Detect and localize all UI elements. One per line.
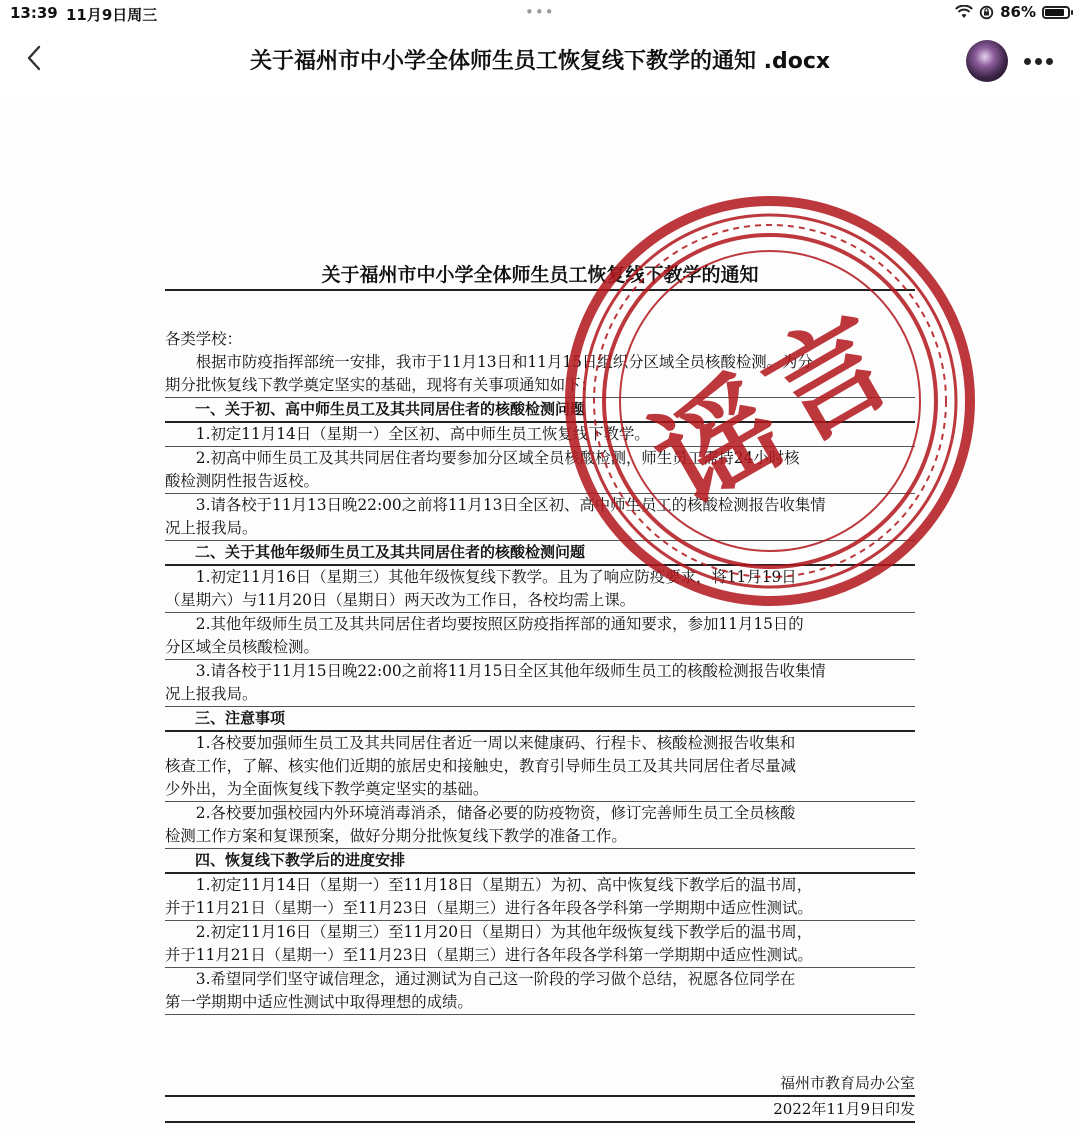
notice-line: 1.各校要加强师生员工及其共同居住者近一周以来健康码、行程卡、核酸检测报告收集和 [165,734,796,752]
notice-line: 1.初定11月14日（星期一）全区初、高中师生员工恢复线下教学。 [165,423,915,447]
notice-line: 根据市防疫指挥部统一安排，我市于11月13日和11月15日组织分区域全员核酸检测。为分 [165,353,813,371]
notice-line: 1.初定11月16日（星期三）其他年级恢复线下教学。且为了响应防疫要求，将11月19日 [165,568,797,586]
issuer-office: 福州市教育局办公室 [165,1072,915,1097]
notice-line: 2.各校要加强校园内外环境消毒消杀，储备必要的防疫物资，修订完善师生员工全员核酸 [165,804,796,822]
notice-line: 况上报我局。 [165,683,915,707]
signature-block [165,1072,915,1123]
status-indicators [955,3,1070,21]
notice-line: 期分批恢复线下教学奠定坚实的基础，现将有关事项通知如下： [165,374,915,398]
notice-line: 核查工作，了解、核实他们近期的旅居史和接触史，教育引导师生员工及其共同居住者尽量减 [165,757,797,775]
notice-line: 2.其他年级师生员工及其共同居住者均要按照区防疫指挥部的通知要求，参加11月15日的 [165,615,804,633]
more-dot-icon [1046,58,1053,65]
notice-line: 分区域全员核酸检测。 [165,636,915,660]
notice-line: 况上报我局。 [165,517,915,541]
stamp-char-2: 言 [743,287,918,468]
stamp-char-1: 谣 [632,351,807,532]
nav-bar [0,32,1080,90]
notice-line: （星期六）与11月20日（星期日）两天改为工作日，各校均需上课。 [165,589,915,613]
chevron-left-icon [26,45,42,71]
battery-icon [1042,6,1070,19]
avatar[interactable] [966,40,1008,82]
notice-line: 二、关于其他年级师生员工及其共同居住者的核酸检测问题 [165,541,915,566]
status-date: 11月9日周三 [66,6,158,24]
notice-line: 检测工作方案和复课预案，做好分期分批恢复线下教学的准备工作。 [165,825,915,849]
battery-percent: 86% [1000,3,1036,21]
orientation-lock-icon [979,5,994,20]
title-rule [165,289,915,291]
notice-line: 2.初定11月16日（星期三）至11月20日（星期日）为其他年级恢复线下教学后的温书周， [165,923,813,941]
notice-body [165,328,915,1015]
wifi-icon [955,5,973,19]
notice-line: 少外出，为全面恢复线下教学奠定坚实的基础。 [165,778,915,802]
notice-line: 3.请各校于11月13日晚22:00之前将11月13日全区初、高中师生员工的核酸检测报告收集情 [165,496,826,514]
notice-line: 一、关于初、高中师生员工及其共同居住者的核酸检测问题 [165,398,915,423]
more-options-button[interactable] [1018,44,1058,78]
notice-line: 第一学期期中适应性测试中取得理想的成绩。 [165,991,915,1015]
notice-line: 并于11月21日（星期一）至11月23日（星期三）进行各年段各学科第一学期期中适应性测试。 [165,897,915,921]
status-bar [0,0,1080,30]
more-dot-icon [1035,58,1042,65]
notice-line: 四、恢复线下教学后的进度安排 [165,849,915,874]
document-page[interactable] [0,96,1080,1137]
notice-line: 1.初定11月14日（星期一）至11月18日（星期五）为初、高中恢复线下教学后的温书周， [165,876,813,894]
issue-date: 2022年11月9日印发 [165,1098,915,1123]
document-title: 关于福州市中小学全体师生员工恢复线下教学的通知 .docx [249,49,831,74]
notice-title: 关于福州市中小学全体师生员工恢复线下教学的通知 [321,264,759,286]
status-time: 13:39 [10,4,58,22]
notice-line: 各类学校： [165,330,242,348]
more-dot-icon [1024,58,1031,65]
notice-line: 3.请各校于11月15日晚22:00之前将11月15日全区其他年级师生员工的核酸检测报告收集情 [165,662,826,680]
notice-line: 酸检测阴性报告返校。 [165,470,915,494]
multitask-dots-icon[interactable]: ••• [525,3,555,21]
notice-line: 3.希望同学们坚守诚信理念，通过测试为自己这一阶段的学习做个总结，祝愿各位同学在 [165,970,796,988]
notice-line: 并于11月21日（星期一）至11月23日（星期三）进行各年段各学科第一学期期中适应性测试。 [165,944,915,968]
back-button[interactable] [14,38,54,78]
notice-line: 2.初高中师生员工及其共同居住者均要参加分区域全员核酸检测，师生员工需持24小时核 [165,449,800,467]
notice-line: 三、注意事项 [165,707,915,732]
battery-level [1045,9,1064,16]
